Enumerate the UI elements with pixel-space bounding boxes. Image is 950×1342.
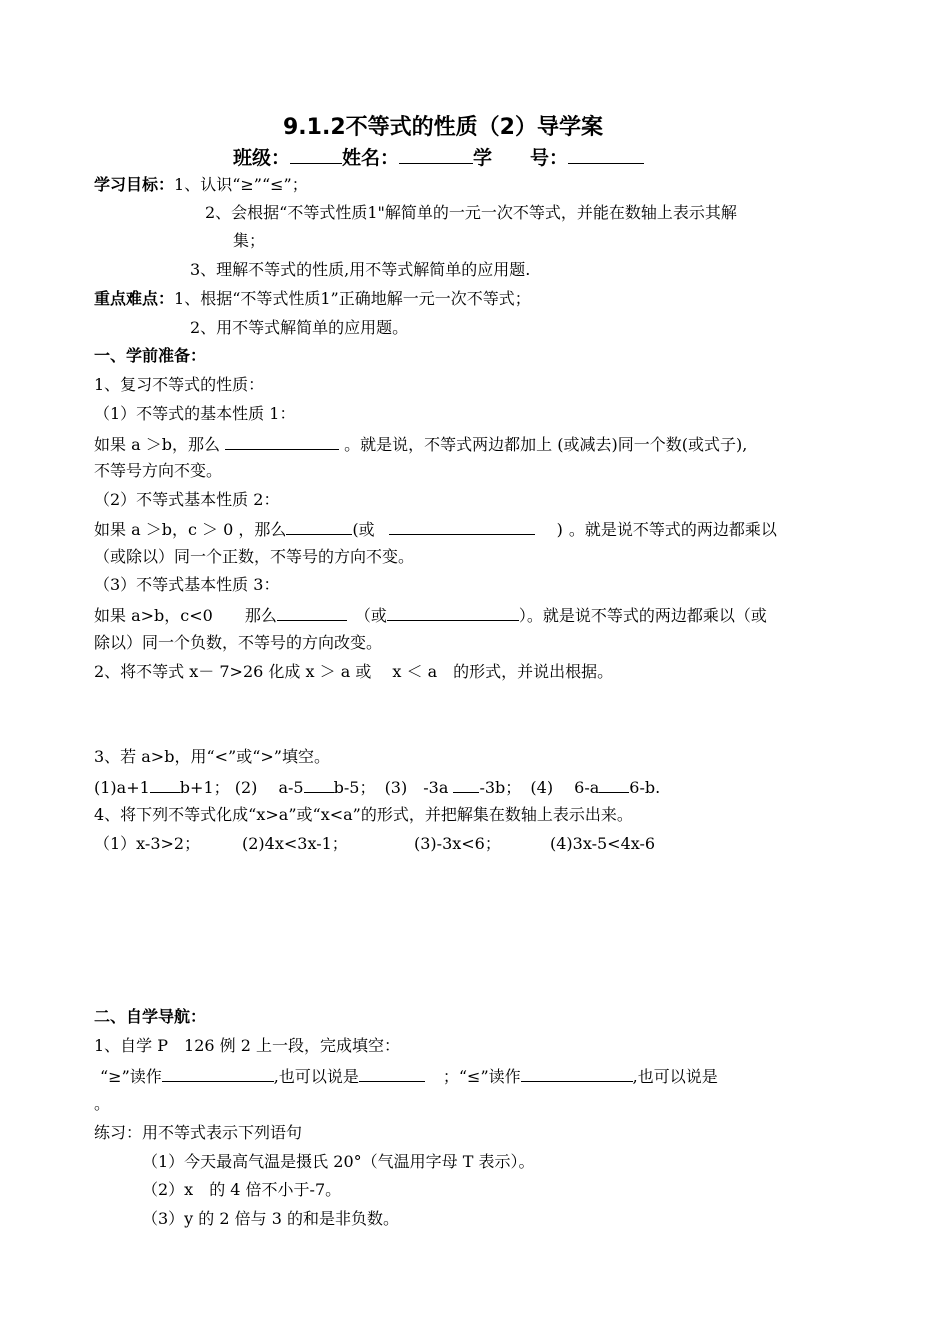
key-point-2: 2、用不等式解简单的应用题。 — [190, 318, 409, 337]
student-number-blank[interactable] — [568, 147, 644, 164]
practice-item-1: （1）今天最高气温是摄氏 20°（气温用字母 T 表示）。 — [142, 1152, 535, 1171]
q1-review: 1、复习不等式的性质： — [94, 375, 265, 394]
reading-fill-end: 。 — [94, 1094, 111, 1113]
property2-cont: （或除以）同一个正数，不等号的方向不变。 — [94, 547, 415, 566]
property2-blank-1[interactable] — [286, 518, 352, 535]
property3-cont: 除以）同一个负数，不等号的方向改变。 — [94, 633, 383, 652]
q4-item-4: (4)3x-5<4x-6 — [550, 834, 656, 853]
property2-title: （2）不等式基本性质 2： — [94, 490, 280, 509]
q3-blank-4[interactable] — [599, 776, 629, 793]
key-point-1: 重点难点：1、根据“不等式性质1”正确地解一元一次不等式； — [94, 289, 531, 308]
class-label: 班级： — [233, 147, 291, 169]
section2-heading: 二、自学导航： — [94, 1007, 207, 1026]
q4-item-3: (3)-3x<6； — [414, 834, 501, 853]
ge-meaning-blank[interactable] — [359, 1065, 425, 1082]
practice-heading: 练习：用不等式表示下列语句 — [94, 1123, 303, 1142]
student-info-row — [233, 145, 644, 171]
class-blank[interactable] — [290, 147, 342, 164]
name-label: 姓名： — [342, 147, 400, 169]
property2-blank-2[interactable] — [389, 518, 535, 535]
q2-convert: 2、将不等式 x－ 7>26 化成 x ＞ a 或 x ＜ a 的形式，并说出根据。 — [94, 662, 614, 681]
property1-line: 如果 a ＞b，那么 。就是说，不等式两边都加上 (或减去)同一个数(或式子), — [94, 435, 748, 454]
student-number-label-b: 号： — [530, 147, 569, 169]
page-title: 9.1.2不等式的性质（2）导学案 — [283, 115, 603, 140]
ge-reading-blank[interactable] — [162, 1065, 274, 1082]
section1-heading: 一、学前准备： — [94, 346, 207, 365]
self-study-q1: 1、自学 P 126 例 2 上一段，完成填空： — [94, 1036, 401, 1055]
q3-fill: 3、若 a>b，用“<”或“>”填空。 — [94, 747, 330, 766]
practice-item-2: （2）x 的 4 倍不小于-7。 — [142, 1180, 342, 1199]
objective-2-cont: 集； — [233, 231, 266, 250]
student-number-label-a: 学 — [473, 147, 493, 169]
objective-1: 学习目标：1、认识“≥”“≤”； — [94, 175, 308, 194]
objective-2: 2、会根据“不等式性质1"解简单的一元一次不等式，并能在数轴上表示其解 — [205, 203, 737, 222]
name-blank[interactable] — [399, 147, 473, 164]
reading-fill-line: “≥”读作 ,也可以说是 ；“≤”读作 ,也可以说是 — [100, 1067, 718, 1086]
practice-item-3: （3）y 的 2 倍与 3 的和是非负数。 — [142, 1209, 400, 1228]
objectives-label: 学习目标： — [94, 175, 175, 194]
key-points-label: 重点难点： — [94, 289, 175, 308]
property3-title: （3）不等式基本性质 3： — [94, 575, 280, 594]
q3-blank-1[interactable] — [150, 776, 180, 793]
q3-blank-3[interactable] — [453, 776, 479, 793]
q4-item-1: （1）x-3>2； — [94, 834, 201, 853]
property1-blank[interactable] — [225, 433, 339, 450]
property1-cont: 不等号方向不变。 — [94, 461, 223, 480]
property3-line: 如果 a>b，c<0 那么 （或 ）。就是说不等式的两边都乘以（或 — [94, 606, 767, 625]
property3-blank-1[interactable] — [277, 604, 347, 621]
q3-items: (1)a+1 b+1； (2) a-5 b-5； (3) -3a -3b； (4) 6-a 6-b. — [94, 778, 661, 797]
property1-title: （1）不等式的基本性质 1： — [94, 404, 296, 423]
property3-blank-2[interactable] — [387, 604, 519, 621]
le-reading-blank[interactable] — [521, 1065, 633, 1082]
property2-line: 如果 a ＞b，c ＞ 0 ，那么 (或 ) 。就是说不等式的两边都乘以 — [94, 520, 777, 539]
q4-convert: 4、将下列不等式化成“x>a”或“x<a”的形式，并把解集在数轴上表示出来。 — [94, 805, 633, 824]
q3-blank-2[interactable] — [304, 776, 334, 793]
q4-item-2: (2)4x<3x-1； — [242, 834, 348, 853]
objective-3: 3、理解不等式的性质,用不等式解简单的应用题. — [190, 260, 531, 279]
